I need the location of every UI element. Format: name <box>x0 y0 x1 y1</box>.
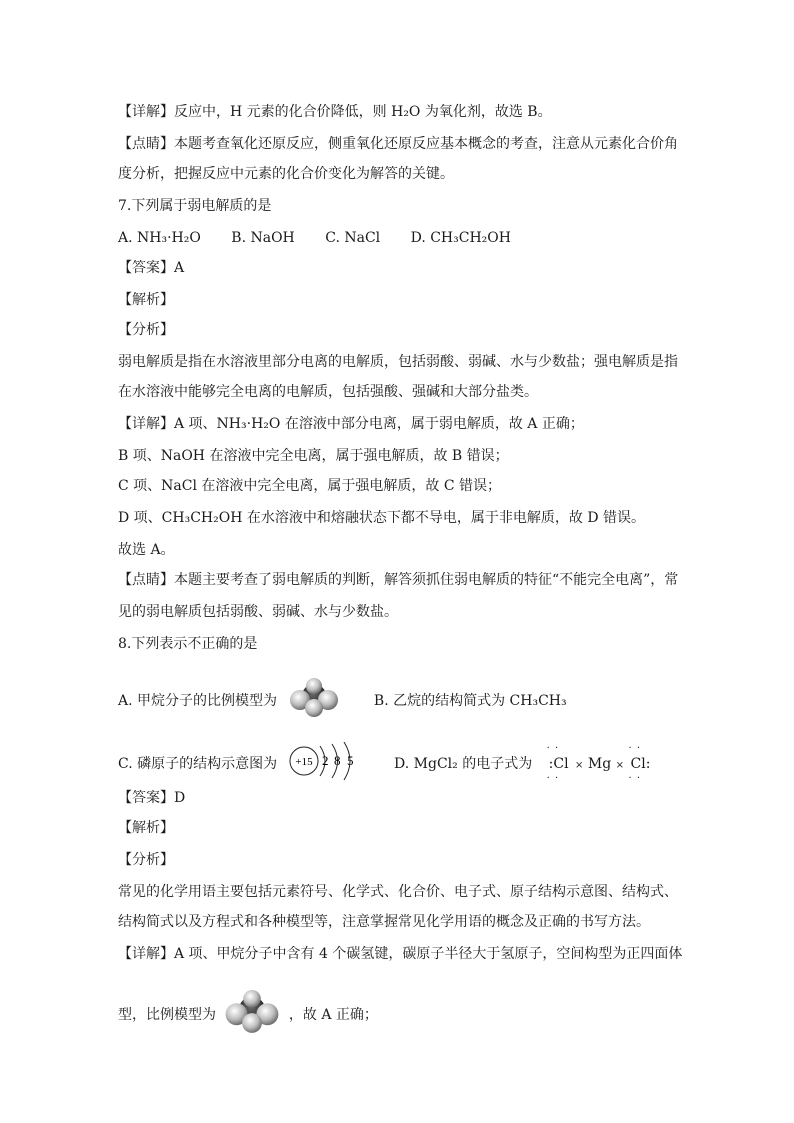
chloride-right: · · Cl: · · <box>628 743 651 784</box>
para-4: 结构简式以及方程式和各种模型等，注意掌握常见化学用语的概念及正确的书写方法。 <box>118 914 650 930</box>
detail-7-b: B 项、NaOH 在溶液中完全电离，属于强电解质，故 B 错误； <box>118 448 509 464</box>
shell-1-count: 2 <box>321 753 329 768</box>
option-d: D. CH₃CH₂OH <box>410 230 511 246</box>
methane-space-filling-model-image <box>224 990 280 1040</box>
question-8: 8.下列表示不正确的是 <box>118 636 258 652</box>
fenxi-7-heading: 【分析】 <box>118 322 174 338</box>
option-d: D. MgCl₂ 的电子式为 <box>394 756 533 772</box>
answer-7: 【答案】A <box>118 260 185 276</box>
methane-space-filling-model-image <box>289 678 339 724</box>
analysis-8-heading: 【解析】 <box>118 820 174 836</box>
note-7-line-1: 【点睛】本题主要考查了弱电解质的判断，解答须抓住弱电解质的特征“不能完全电离”，常 <box>118 572 679 588</box>
conclusion-7: 故选 A。 <box>118 542 175 558</box>
shell-3-count: 5 <box>346 753 354 768</box>
chloride-left: · · :Cl · · <box>546 743 569 784</box>
question-8-options-cd <box>118 738 652 790</box>
line-detail-1: 【详解】反应中，H 元素的化合价降低，则 H₂O 为氧化剂，故选 B。 <box>118 104 552 120</box>
option-b: B. NaOH <box>231 230 295 246</box>
fenxi-8-heading: 【分析】 <box>118 852 174 868</box>
option-c: C. 磷原子的结构示意图为 <box>118 756 278 772</box>
para-2: 在水溶液中能够完全电离的电解质，包括强酸、强碱和大部分盐类。 <box>118 384 538 400</box>
para-1: 弱电解质是指在水溶液里部分电离的电解质，包括弱酸、弱碱、水与少数盐；强电解质是指 <box>118 354 678 370</box>
answer-8: 【答案】D <box>118 790 186 806</box>
analysis-7-heading: 【解析】 <box>118 292 174 308</box>
detail-7-c: C 项、NaCl 在溶液中完全电离，属于强电解质，故 C 错误； <box>118 478 502 494</box>
detail-7-d: D 项、CH₃CH₂OH 在水溶液中和熔融状态下都不导电，属于非电解质，故 D 错误。 <box>118 510 646 526</box>
line-note-2: 度分析，把握反应中元素的化合价变化为解答的关键。 <box>118 166 454 182</box>
option-a: A. 甲烷分子的比例模型为 <box>118 693 278 709</box>
nucleus-charge: +15 <box>294 756 313 768</box>
question-7-options <box>118 228 537 248</box>
option-c: C. NaCl <box>325 230 381 246</box>
detail-7-a: 【详解】A 项、NH₃·H₂O 在溶液中部分电离，属于弱电解质，故 A 正确； <box>118 416 584 432</box>
detail-8-a-2: 型，比例模型为 ，故 A 正确； <box>118 990 378 1040</box>
mgcl2-electron-formula: · · :Cl · · × Mg × · · Cl: · · <box>546 743 651 784</box>
option-b: B. 乙烷的结构简式为 CH₃CH₃ <box>373 693 567 709</box>
question-7: 7.下列属于弱电解质的是 <box>118 198 272 214</box>
magnesium-symbol: Mg <box>587 756 612 772</box>
line-note-1: 【点睛】本题考查氧化还原反应，侧重氧化还原反应基本概念的考查，注意从元素化合价角 <box>118 136 678 152</box>
para-3: 常见的化学用语主要包括元素符号、化学式、化合价、电子式、原子结构示意图、结构式、 <box>118 884 678 900</box>
shell-2-count: 8 <box>333 753 341 768</box>
option-a: A. NH₃·H₂O <box>118 230 201 246</box>
question-8-options-ab <box>118 678 567 724</box>
note-7-line-2: 见的弱电解质包括弱酸、弱碱、水与少数盐。 <box>118 604 398 620</box>
phosphorus-atom-structure-diagram <box>288 738 368 790</box>
detail-8-a-1: 【详解】A 项、甲烷分子中含有 4 个碳氢键，碳原子半径大于氢原子，空间构型为正四面体 <box>118 946 683 962</box>
